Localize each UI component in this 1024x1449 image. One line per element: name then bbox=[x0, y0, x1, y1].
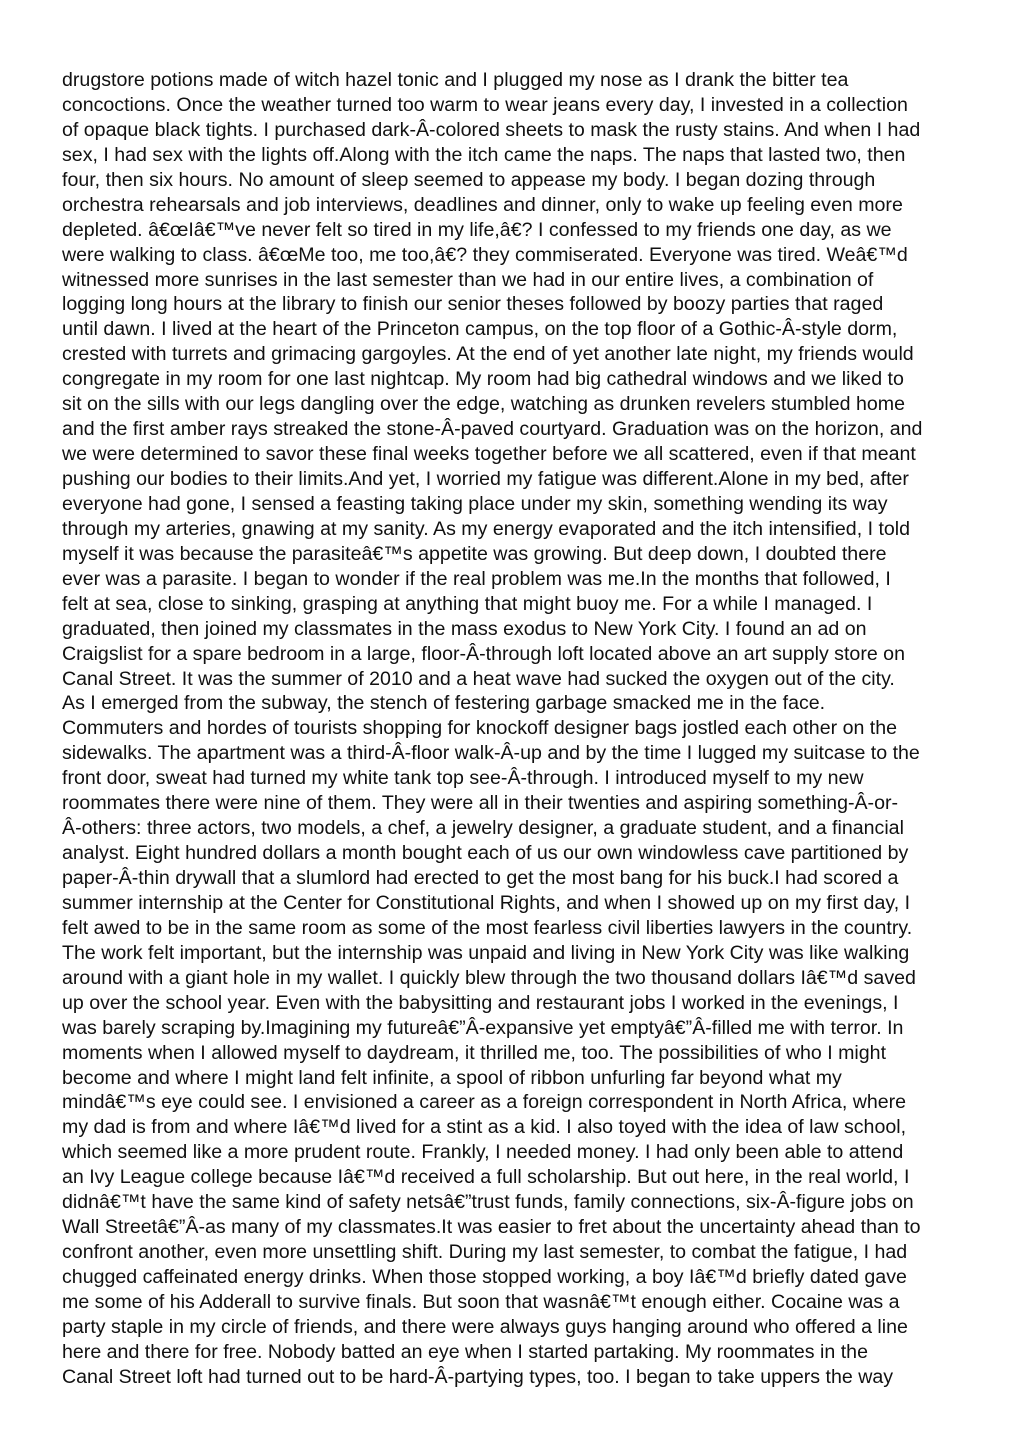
text-line: congregate in my room for one last nightcap. My room had big cathedral windows and we liked to bbox=[62, 368, 904, 391]
text-line: witnessed more sunrises in the last semester than we had in our entire lives, a combination of bbox=[62, 268, 874, 291]
text-line: graduated, then joined my classmates in the mass exodus to New York City. I found an ad on bbox=[62, 617, 867, 640]
text-line: which seemed like a more prudent route. Frankly, I needed money. I had only been able to attend bbox=[62, 1141, 904, 1164]
text-line: orchestra rehearsals and job interviews, deadlines and dinner, only to wake up feeling even more bbox=[62, 193, 903, 216]
text-line: of opaque black tights. I purchased dark-Â-colored sheets to mask the rusty stains. And when I had bbox=[62, 118, 921, 141]
text-line: an Ivy League college because Iâ€™d received a full scholarship. But out here, in the real world, I bbox=[62, 1166, 910, 1189]
text-line: concoctions. Once the weather turned too warm to wear jeans every day, I invested in a collection bbox=[62, 93, 908, 116]
text-line: felt at sea, close to sinking, grasping at anything that might buoy me. For a while I managed. I bbox=[62, 592, 873, 615]
text-line: confront another, even more unsettling shift. During my last semester, to combat the fatigue, I had bbox=[62, 1241, 908, 1264]
text-line: summer internship at the Center for Constitutional Rights, and when I showed up on my first day, I bbox=[62, 891, 911, 914]
text-line: through my arteries, gnawing at my sanity. As my energy evaporated and the itch intensified, I told bbox=[62, 517, 911, 540]
text-line: everyone had gone, I sensed a feasting taking place under my skin, something wending its way bbox=[62, 492, 888, 515]
text-line: Â-others: three actors, two models, a chef, a jewelry designer, a graduate student, and a financial bbox=[62, 817, 904, 840]
text-line: analyst. Eight hundred dollars a month bought each of us our own windowless cave partitioned by bbox=[62, 842, 909, 865]
text-line: depleted. â€œIâ€™ve never felt so tired in my life,â€? I confessed to my friends one day, as we bbox=[62, 218, 892, 241]
text-line: pushing our bodies to their limits.And yet, I worried my fatigue was different.Alone in my bed, after bbox=[62, 468, 909, 490]
text-line: were walking to class. â€œMe too, me too,â€? they commiserated. Everyone was tired. Weâ€™d bbox=[62, 243, 908, 266]
text-line: drugstore potions made of witch hazel tonic and I plugged my nose as I drank the bitter tea bbox=[62, 69, 849, 91]
text-line: up over the school year. Even with the babysitting and restaurant jobs I worked in the evenings, I bbox=[62, 991, 899, 1014]
text-line: The work felt important, but the internship was unpaid and living in New York City was like walking bbox=[62, 941, 910, 964]
text-line: mindâ€™s eye could see. I envisioned a career as a foreign correspondent in North Africa, where bbox=[62, 1091, 907, 1114]
text-line: crested with turrets and grimacing gargoyles. At the end of yet another late night, my friends would bbox=[62, 343, 914, 366]
text-line: ever was a parasite. I began to wonder if the real problem was me.In the months that followed, I bbox=[62, 567, 891, 590]
text-line: was barely scraping by.Imagining my futureâ€”Â-expansive yet emptyâ€”Â-filled me with terror. In bbox=[62, 1016, 904, 1039]
text-line: myself it was because the parasiteâ€™s appetite was growing. But deep down, I doubted there bbox=[62, 542, 887, 565]
text-line: felt awed to be in the same room as some of the most fearless civil liberties lawyers in the country. bbox=[62, 916, 913, 939]
text-line: four, then six hours. No amount of sleep seemed to appease my body. I began dozing through bbox=[62, 168, 876, 191]
text-line: didnâ€™t have the same kind of safety netsâ€”trust funds, family connections, six-Â-figure jobs on bbox=[62, 1191, 914, 1214]
text-line: Canal Street. It was the summer of 2010 and a heat wave had sucked the oxygen out of the city. bbox=[62, 667, 895, 690]
text-line: paper-Â-thin drywall that a slumlord had erected to get the most bang for his buck.I had scored a bbox=[62, 867, 899, 889]
text-line: sidewalks. The apartment was a third-Â-floor walk-Â-up and by the time I lugged my suitcase to the bbox=[62, 742, 920, 765]
text-line: we were determined to savor these final weeks together before we all scattered, even if that meant bbox=[62, 443, 916, 466]
text-line: party staple in my circle of friends, and there were always guys hanging around who offered a line bbox=[62, 1315, 908, 1338]
text-line: become and where I might land felt infinite, a spool of ribbon unfurling far beyond what my bbox=[62, 1066, 842, 1089]
text-line: Canal Street loft had turned out to be hard-Â-partying types, too. I began to take uppers the way bbox=[62, 1365, 894, 1388]
text-line: Wall Streetâ€”Â-as many of my classmates.It was easier to fret about the uncertainty ahead than to bbox=[62, 1216, 921, 1239]
text-line: sit on the sills with our legs dangling over the edge, watching as drunken revelers stumbled home bbox=[62, 393, 906, 416]
text-line: until dawn. I lived at the heart of the Princeton campus, on the top floor of a Gothic-Â-style dorm, bbox=[62, 318, 898, 341]
text-line: here and there for free. Nobody batted an eye when I started partaking. My roommates in the bbox=[62, 1340, 868, 1363]
document-body bbox=[62, 68, 968, 1390]
text-line: Commuters and hordes of tourists shopping for knockoff designer bags jostled each other on the bbox=[62, 717, 898, 740]
text-line: Craigslist for a spare bedroom in a large, floor-Â-through loft located above an art supply store on bbox=[62, 642, 905, 665]
text-line: me some of his Adderall to survive finals. But soon that wasnâ€™t enough either. Cocaine was a bbox=[62, 1290, 900, 1313]
text-line: sex, I had sex with the lights off.Along with the itch came the naps. The naps that lasted two, then bbox=[62, 143, 906, 166]
text-line: my dad is from and where Iâ€™d lived for a stint as a kid. I also toyed with the idea of law school, bbox=[62, 1116, 907, 1139]
text-line: roommates there were nine of them. They were all in their twenties and aspiring something-Â-or- bbox=[62, 792, 899, 815]
text-line: chugged caffeinated energy drinks. When those stopped working, a boy Iâ€™d briefly dated gave bbox=[62, 1266, 907, 1288]
text-line: moments when I allowed myself to daydream, it thrilled me, too. The possibilities of who I might bbox=[62, 1041, 887, 1064]
text-line: As I emerged from the subway, the stench of festering garbage smacked me in the face. bbox=[62, 692, 826, 715]
text-line: around with a giant hole in my wallet. I quickly blew through the two thousand dollars Iâ€™d saved bbox=[62, 966, 916, 989]
text-line: logging long hours at the library to finish our senior theses followed by boozy parties that raged bbox=[62, 293, 884, 316]
text-line: and the first amber rays streaked the stone-Â-paved courtyard. Graduation was on the horizon, and bbox=[62, 418, 923, 441]
text-line: front door, sweat had turned my white tank top see-Â-through. I introduced myself to my new bbox=[62, 767, 864, 790]
